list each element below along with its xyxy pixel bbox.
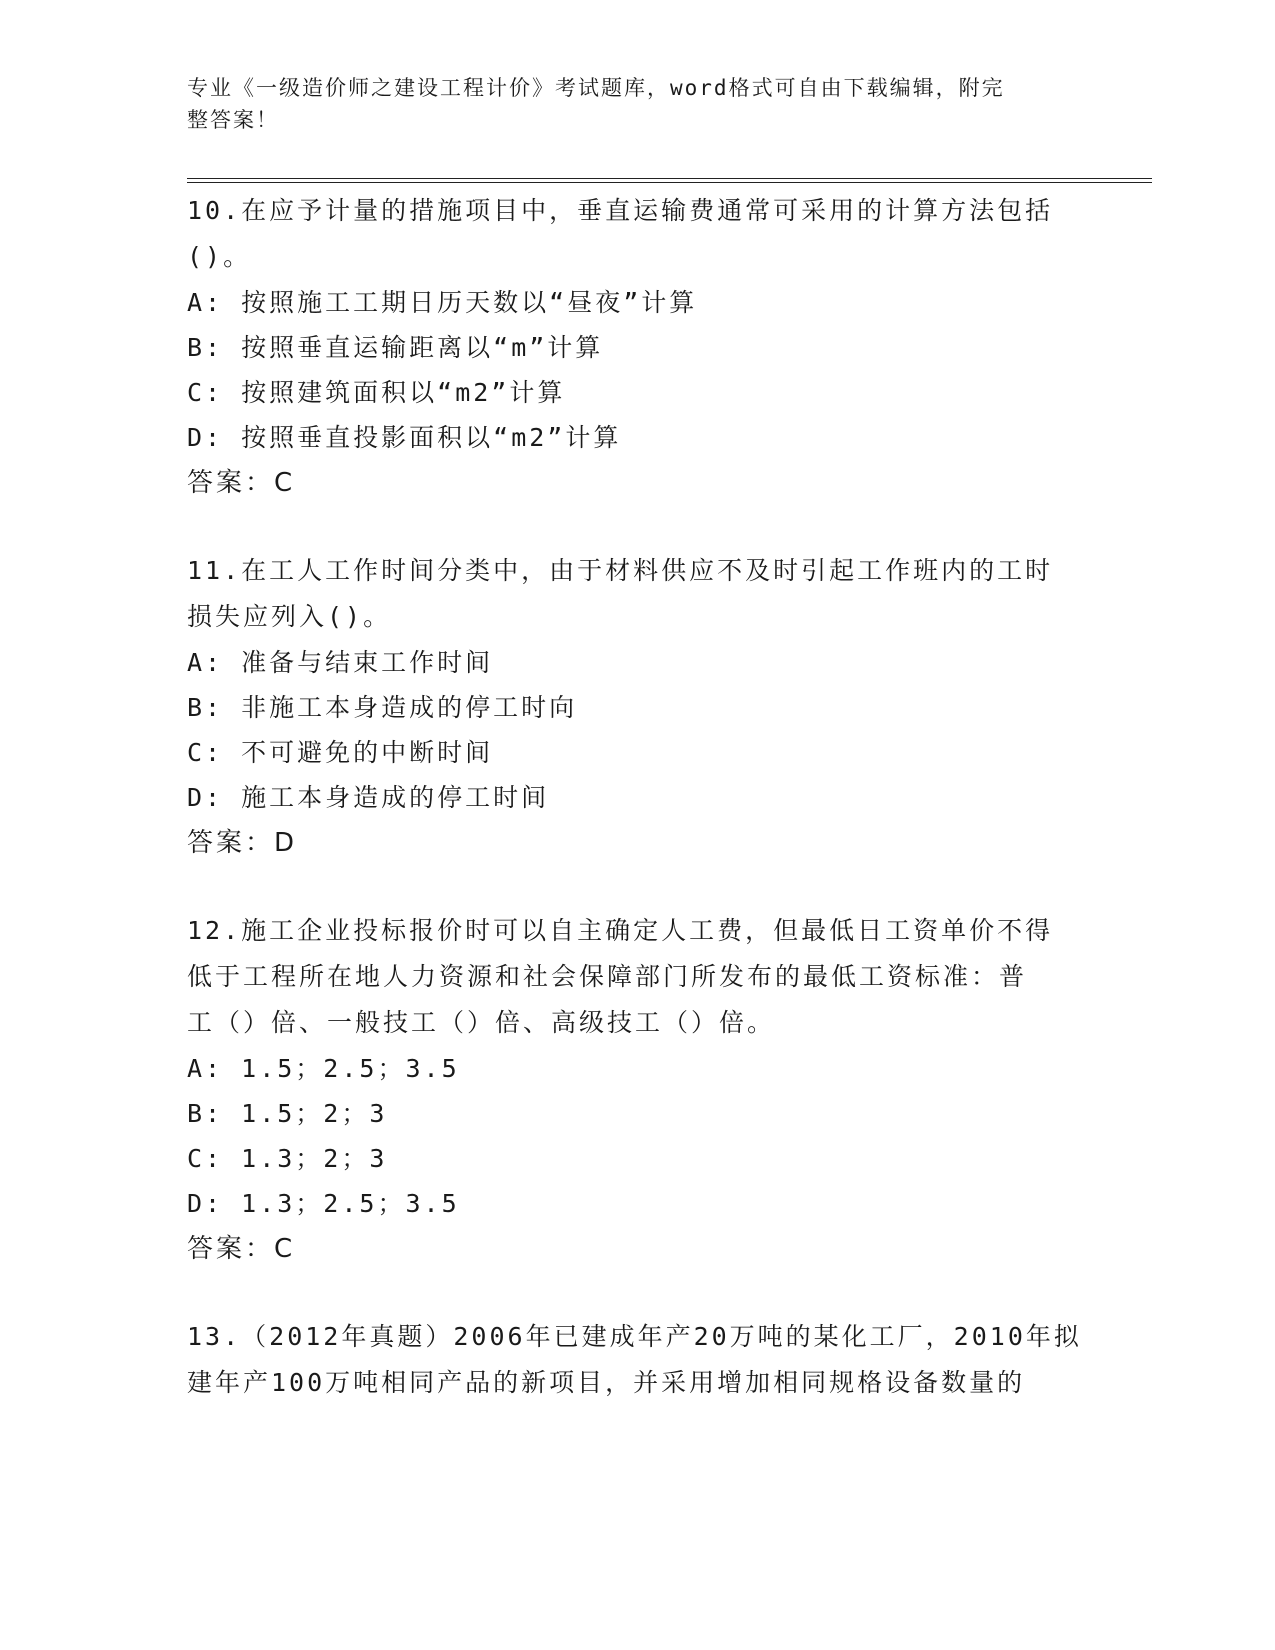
option-c: C: 按照建筑面积以“m2”计算 (187, 378, 566, 407)
header-divider-bottom (187, 182, 1152, 183)
option-a: A: 按照施工工期日历天数以“昼夜”计算 (187, 288, 698, 317)
question-stem-line: 损失应列入()。 (187, 602, 392, 631)
option-b: B: 非施工本身造成的停工时向 (187, 693, 578, 722)
question-list (187, 188, 1087, 1406)
question-stem-line: 12.施工企业投标报价时可以自主确定人工费，但最低日工资单价不得 (187, 916, 1054, 945)
question-12 (187, 908, 1087, 1272)
header-line-2: 整答案！ (187, 108, 279, 132)
question-stem-line: 建年产100万吨相同产品的新项目，并采用增加相同规格设备数量的 (187, 1368, 1026, 1397)
answer: 答案：C (187, 1234, 296, 1264)
option-d: D: 1.3；2.5；3.5 (187, 1189, 460, 1218)
answer: 答案：D (187, 828, 298, 858)
option-a: A: 准备与结束工作时间 (187, 648, 494, 677)
option-d: D: 按照垂直投影面积以“m2”计算 (187, 423, 622, 452)
question-stem-line: 10.在应予计量的措施项目中，垂直运输费通常可采用的计算方法包括 (187, 196, 1054, 225)
question-stem-line: 13.（2012年真题）2006年已建成年产20万吨的某化工厂，2010年拟 (187, 1322, 1082, 1351)
question-10 (187, 188, 1087, 506)
option-d: D: 施工本身造成的停工时间 (187, 783, 550, 812)
question-stem-line: 11.在工人工作时间分类中，由于材料供应不及时引起工作班内的工时 (187, 556, 1054, 585)
question-stem-line: 工（）倍、一般技工（）倍、高级技工（）倍。 (187, 1008, 776, 1037)
question-13 (187, 1314, 1087, 1406)
option-c: C: 1.3；2；3 (187, 1144, 388, 1173)
option-b: B: 按照垂直运输距离以“m”计算 (187, 333, 604, 362)
header-line-1: 专业《一级造价师之建设工程计价》考试题库，word格式可自由下载编辑，附完 (187, 76, 1005, 100)
question-stem-line: ()。 (187, 242, 252, 271)
option-a: A: 1.5；2.5；3.5 (187, 1054, 460, 1083)
question-11 (187, 548, 1087, 866)
question-stem-line: 低于工程所在地人力资源和社会保障部门所发布的最低工资标准：普 (187, 962, 1028, 991)
option-b: B: 1.5；2；3 (187, 1099, 388, 1128)
header-divider-top (187, 178, 1152, 179)
option-c: C: 不可避免的中断时间 (187, 738, 494, 767)
answer: 答案：C (187, 468, 296, 498)
document-header (187, 72, 1067, 136)
